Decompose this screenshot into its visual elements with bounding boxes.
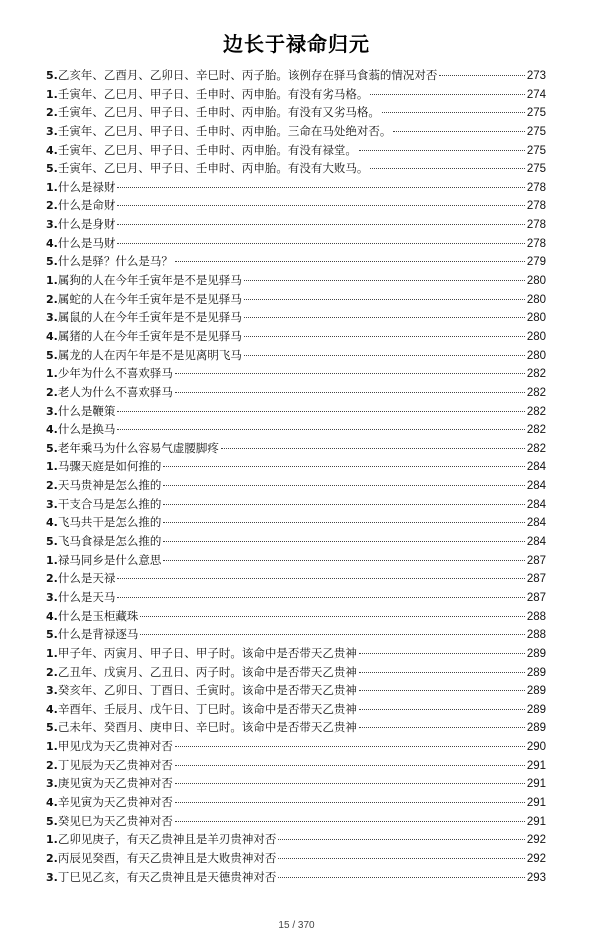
- toc-entry[interactable]: [46, 252, 546, 271]
- toc-entry-number: 2.: [46, 106, 58, 120]
- toc-entry-number: 1.: [46, 740, 58, 754]
- toc-entry-title: 壬寅年、乙巳月、甲子日、壬申时、丙申胎。有没有劣马格。: [57, 86, 369, 101]
- toc-entry[interactable]: [46, 290, 546, 309]
- toc-entry-page-number: 287: [526, 573, 546, 586]
- toc-dot-leader: [359, 150, 525, 151]
- toc-entry-page-number: 275: [526, 163, 546, 176]
- toc-entry-number: 5.: [46, 628, 58, 642]
- toc-entry[interactable]: [46, 700, 546, 719]
- toc-entry-title: 老人为什么不喜欢驿马: [57, 384, 173, 399]
- toc-entry[interactable]: [46, 439, 546, 458]
- toc-entry[interactable]: [46, 756, 546, 775]
- toc-dot-leader: [244, 336, 525, 337]
- toc-entry-number: 2.: [46, 758, 58, 772]
- table-of-contents: [46, 66, 546, 886]
- toc-entry[interactable]: [46, 196, 546, 215]
- toc-entry-number: 4.: [46, 329, 58, 343]
- toc-entry[interactable]: [46, 122, 546, 141]
- toc-dot-leader: [163, 504, 524, 505]
- toc-entry[interactable]: [46, 215, 546, 234]
- toc-entry[interactable]: [46, 625, 546, 644]
- toc-dot-leader: [163, 485, 524, 486]
- toc-entry-page-number: 275: [526, 125, 546, 138]
- toc-dot-leader: [370, 94, 524, 95]
- toc-entry-number: 5.: [46, 162, 58, 176]
- toc-entry-title: 丙辰见癸酉，有天乙贵神且是大败贵神对否: [57, 850, 277, 865]
- toc-dot-leader: [175, 821, 525, 822]
- toc-entry-page-number: 280: [526, 293, 546, 306]
- toc-entry-title: 天马贵神是怎么推的: [57, 478, 162, 493]
- toc-entry[interactable]: [46, 364, 546, 383]
- toc-dot-leader: [117, 187, 524, 188]
- toc-dot-leader: [359, 690, 525, 691]
- toc-entry-title: 癸亥年、乙卯日、丁酉日、壬寅时。该命中是否带天乙贵神: [57, 683, 357, 698]
- toc-entry-title: 辛酉年、壬辰月、戊午日、丁巳时。该命中是否带天乙贵神: [57, 701, 357, 716]
- toc-dot-leader: [359, 709, 525, 710]
- toc-dot-leader: [278, 839, 524, 840]
- toc-entry-title: 飞马食禄是怎么推的: [57, 534, 162, 549]
- toc-entry-title: 丁见辰为天乙贵神对否: [57, 757, 173, 772]
- toc-entry-title: 什么是禄财: [57, 179, 116, 194]
- toc-entry[interactable]: [46, 588, 546, 607]
- toc-entry[interactable]: [46, 234, 546, 253]
- toc-entry[interactable]: [46, 812, 546, 831]
- toc-entry-page-number: 275: [526, 144, 546, 157]
- toc-dot-leader: [163, 560, 524, 561]
- toc-entry[interactable]: [46, 103, 546, 122]
- toc-entry[interactable]: [46, 457, 546, 476]
- toc-entry-page-number: 282: [526, 442, 546, 455]
- toc-entry-number: 5.: [46, 69, 58, 82]
- toc-entry-number: 2.: [46, 385, 58, 399]
- toc-dot-leader: [117, 243, 524, 244]
- toc-entry-page-number: 288: [526, 629, 546, 642]
- toc-entry-number: 4.: [46, 143, 58, 157]
- toc-entry-title: 甲子年、丙寅月、甲子日、甲子时。该命中是否带天乙贵神: [57, 645, 357, 660]
- toc-dot-leader: [117, 224, 524, 225]
- toc-entry-number: 1.: [46, 367, 58, 381]
- toc-dot-leader: [244, 299, 525, 300]
- toc-entry[interactable]: [46, 532, 546, 551]
- toc-dot-leader: [163, 466, 524, 467]
- toc-entry-title: 庚见寅为天乙贵神对否: [57, 776, 173, 791]
- toc-dot-leader: [382, 112, 525, 113]
- toc-entry-page-number: 292: [526, 834, 546, 847]
- toc-entry-title: 甲见戊为天乙贵神对否: [57, 739, 173, 754]
- toc-entry-number: 5.: [46, 535, 58, 549]
- toc-entry[interactable]: [46, 141, 546, 160]
- toc-entry-number: 2.: [46, 665, 58, 679]
- toc-entry-number: 1.: [46, 180, 58, 194]
- toc-dot-leader: [117, 205, 524, 206]
- toc-dot-leader: [175, 765, 525, 766]
- toc-entry-title: 属鼠的人在今年壬寅年是不是见驿马: [57, 310, 242, 325]
- toc-entry-number: 1.: [46, 460, 58, 474]
- toc-entry-title: 什么是马财: [57, 235, 116, 250]
- toc-entry-title: 乙亥年、乙酉月、乙卯日、辛巳时、丙子胎。该例存在驿马食蓊的情况对否: [57, 68, 438, 82]
- toc-entry-page-number: 278: [526, 219, 546, 232]
- toc-entry[interactable]: [46, 383, 546, 402]
- toc-dot-leader: [163, 541, 524, 542]
- toc-dot-leader: [175, 783, 525, 784]
- toc-dot-leader: [117, 597, 524, 598]
- page-title: 边长于禄命归元: [223, 32, 370, 56]
- toc-entry-title: 什么是命财: [57, 198, 116, 213]
- toc-entry[interactable]: [46, 830, 546, 849]
- toc-dot-leader: [117, 429, 524, 430]
- toc-entry-page-number: 280: [526, 312, 546, 325]
- toc-dot-leader: [175, 392, 525, 393]
- toc-entry-number: 1.: [46, 87, 58, 101]
- toc-entry-title: 壬寅年、乙巳月、甲子日、壬申时、丙申胎。三命在马处绝对否。: [57, 123, 392, 138]
- toc-entry[interactable]: [46, 85, 546, 104]
- toc-entry[interactable]: [46, 327, 546, 346]
- toc-entry-number: 2.: [46, 479, 58, 493]
- toc-entry-page-number: 278: [526, 237, 546, 250]
- toc-dot-leader: [244, 355, 525, 356]
- toc-entry-page-number: 291: [526, 796, 546, 809]
- toc-entry[interactable]: [46, 178, 546, 197]
- toc-entry-page-number: 282: [526, 405, 546, 418]
- toc-entry-number: 5.: [46, 721, 58, 735]
- toc-entry-page-number: 289: [526, 722, 546, 735]
- toc-entry-title: 飞马共干是怎么推的: [57, 515, 162, 530]
- toc-entry-page-number: 275: [526, 107, 546, 120]
- toc-entry-number: 5.: [46, 441, 58, 455]
- toc-entry[interactable]: [46, 476, 546, 495]
- toc-entry-number: 5.: [46, 814, 58, 828]
- toc-entry-number: 4.: [46, 516, 58, 530]
- toc-entry-number: 1.: [46, 274, 58, 288]
- toc-entry-page-number: 291: [526, 778, 546, 791]
- toc-dot-leader: [221, 448, 525, 449]
- toc-entry[interactable]: [46, 159, 546, 178]
- toc-entry-number: 4.: [46, 236, 58, 250]
- toc-entry[interactable]: [46, 607, 546, 626]
- toc-entry[interactable]: [46, 66, 546, 85]
- toc-entry[interactable]: [46, 793, 546, 812]
- toc-entry[interactable]: [46, 737, 546, 756]
- toc-entry-page-number: 293: [526, 871, 546, 884]
- toc-dot-leader: [163, 522, 524, 523]
- toc-entry-number: 3.: [46, 311, 58, 325]
- toc-entry-title: 属蛇的人在今年壬寅年是不是见驿马: [57, 291, 242, 306]
- toc-entry-number: 3.: [46, 590, 58, 604]
- toc-entry-title: 己未年、癸酉月、庚申日、辛巳时。该命中是否带天乙贵神: [57, 720, 357, 735]
- toc-dot-leader: [140, 634, 524, 635]
- toc-entry[interactable]: [46, 420, 546, 439]
- toc-entry-page-number: 284: [526, 461, 546, 474]
- toc-dot-leader: [175, 746, 525, 747]
- toc-entry-title: 什么是天马: [57, 589, 116, 604]
- toc-entry[interactable]: [46, 644, 546, 663]
- page-number: 15 / 370: [278, 920, 315, 931]
- toc-entry-page-number: 288: [526, 610, 546, 623]
- toc-entry-page-number: 280: [526, 275, 546, 288]
- toc-entry-title: 什么是鞭策: [57, 403, 116, 418]
- toc-entry-title: 乙丑年、戊寅月、乙丑日、丙子时。该命中是否带天乙贵神: [57, 664, 357, 679]
- toc-entry-title: 少年为什么不喜欢驿马: [57, 366, 173, 381]
- toc-entry-number: 2.: [46, 851, 58, 865]
- toc-entry[interactable]: [46, 495, 546, 514]
- toc-entry[interactable]: [46, 663, 546, 682]
- toc-entry-page-number: 291: [526, 759, 546, 772]
- toc-entry-page-number: 292: [526, 852, 546, 865]
- toc-entry-title: 壬寅年、乙巳月、甲子日、壬申时、丙申胎。有没有又劣马格。: [57, 105, 380, 120]
- toc-dot-leader: [175, 802, 525, 803]
- toc-entry-number: 2.: [46, 572, 58, 586]
- toc-entry-number: 3.: [46, 218, 58, 232]
- toc-dot-leader: [439, 75, 524, 76]
- toc-entry-number: 4.: [46, 609, 58, 623]
- toc-entry-page-number: 280: [526, 349, 546, 362]
- toc-entry-number: 5.: [46, 348, 58, 362]
- toc-entry-title: 属猪的人在今年壬寅年是不是见驿马: [57, 328, 242, 343]
- toc-entry-number: 2.: [46, 292, 58, 306]
- toc-entry[interactable]: [46, 569, 546, 588]
- toc-entry-page-number: 280: [526, 330, 546, 343]
- toc-entry-page-number: 282: [526, 368, 546, 381]
- toc-entry-number: 3.: [46, 404, 58, 418]
- toc-dot-leader: [278, 877, 524, 878]
- toc-entry-number: 3.: [46, 124, 58, 138]
- toc-entry-page-number: 282: [526, 424, 546, 437]
- toc-entry-page-number: 284: [526, 498, 546, 511]
- toc-entry-title: 辛见寅为天乙贵神对否: [57, 794, 173, 809]
- toc-entry-page-number: 274: [526, 88, 546, 101]
- toc-entry-page-number: 289: [526, 666, 546, 679]
- toc-entry-title: 属狗的人在今年壬寅年是不是见驿马: [57, 273, 242, 288]
- toc-entry-title: 什么是换马: [57, 422, 116, 437]
- toc-entry-page-number: 287: [526, 591, 546, 604]
- toc-entry-number: 3.: [46, 777, 58, 791]
- toc-entry-page-number: 289: [526, 685, 546, 698]
- toc-entry-title: 什么是背禄逐马: [57, 627, 139, 642]
- toc-dot-leader: [175, 373, 525, 374]
- toc-entry[interactable]: [46, 271, 546, 290]
- toc-entry-title: 属龙的人在丙午年是不是见离明飞马: [57, 347, 242, 362]
- toc-entry-page-number: 290: [526, 741, 546, 754]
- toc-dot-leader: [140, 616, 524, 617]
- toc-entry-title: 什么是驿？什么是马？: [57, 254, 173, 269]
- toc-entry-number: 1.: [46, 646, 58, 660]
- toc-entry-page-number: 284: [526, 480, 546, 493]
- toc-entry-title: 禄马同乡是什么意思: [57, 552, 162, 567]
- toc-entry[interactable]: [46, 513, 546, 532]
- toc-dot-leader: [359, 672, 525, 673]
- toc-dot-leader: [393, 131, 524, 132]
- toc-dot-leader: [117, 411, 524, 412]
- toc-entry-page-number: 273: [526, 70, 546, 82]
- toc-entry[interactable]: [46, 308, 546, 327]
- toc-dot-leader: [244, 317, 525, 318]
- toc-entry-page-number: 284: [526, 517, 546, 530]
- toc-dot-leader: [175, 261, 525, 262]
- toc-entry[interactable]: [46, 774, 546, 793]
- toc-entry-number: 3.: [46, 684, 58, 698]
- toc-entry[interactable]: [46, 868, 546, 887]
- toc-entry[interactable]: [46, 681, 546, 700]
- toc-entry-number: 4.: [46, 423, 58, 437]
- toc-entry-title: 马骤天庭是如何推的: [57, 459, 162, 474]
- toc-entry-number: 1.: [46, 553, 58, 567]
- toc-entry-page-number: 284: [526, 536, 546, 549]
- toc-entry-page-number: 289: [526, 703, 546, 716]
- toc-dot-leader: [359, 727, 525, 728]
- toc-entry-title: 什么是天禄: [57, 571, 116, 586]
- toc-entry-page-number: 278: [526, 200, 546, 213]
- toc-entry-title: 癸见巳为天乙贵神对否: [57, 813, 173, 828]
- toc-entry-page-number: 279: [526, 256, 546, 269]
- toc-entry-number: 1.: [46, 833, 58, 847]
- toc-entry-title: 老年乘马为什么容易气虚腰脚疼: [57, 440, 219, 455]
- toc-entry[interactable]: [46, 402, 546, 421]
- toc-entry-page-number: 291: [526, 815, 546, 828]
- toc-entry-page-number: 282: [526, 386, 546, 399]
- toc-entry-title: 壬寅年、乙巳月、甲子日、壬申时、丙申胎。有没有大败马。: [57, 161, 369, 176]
- toc-entry-page-number: 278: [526, 181, 546, 194]
- toc-dot-leader: [359, 653, 525, 654]
- toc-entry-page-number: 289: [526, 647, 546, 660]
- toc-dot-leader: [117, 578, 524, 579]
- toc-entry[interactable]: [46, 346, 546, 365]
- toc-entry-number: 2.: [46, 199, 58, 213]
- toc-entry-title: 乙卯见庚子，有天乙贵神且是羊刃贵神对否: [57, 832, 277, 847]
- toc-entry-title: 干支合马是怎么推的: [57, 496, 162, 511]
- toc-entry-number: 4.: [46, 702, 58, 716]
- toc-dot-leader: [244, 280, 525, 281]
- toc-entry-title: 什么是身财: [57, 217, 116, 232]
- toc-entry[interactable]: [46, 849, 546, 868]
- toc-dot-leader: [370, 168, 524, 169]
- toc-entry-page-number: 287: [526, 554, 546, 567]
- toc-entry-number: 3.: [46, 870, 58, 884]
- toc-entry-title: 什么是玉柜藏珠: [57, 608, 139, 623]
- toc-entry-number: 4.: [46, 795, 58, 809]
- toc-entry-title: 丁巳见乙亥，有天乙贵神且是天德贵神对否: [57, 869, 277, 884]
- toc-entry-title: 壬寅年、乙巳月、甲子日、壬申时、丙申胎。有没有禄堂。: [57, 142, 357, 157]
- toc-entry[interactable]: [46, 551, 546, 570]
- toc-entry-number: 5.: [46, 255, 58, 269]
- toc-entry[interactable]: [46, 718, 546, 737]
- toc-entry-number: 3.: [46, 497, 58, 511]
- toc-dot-leader: [278, 858, 524, 859]
